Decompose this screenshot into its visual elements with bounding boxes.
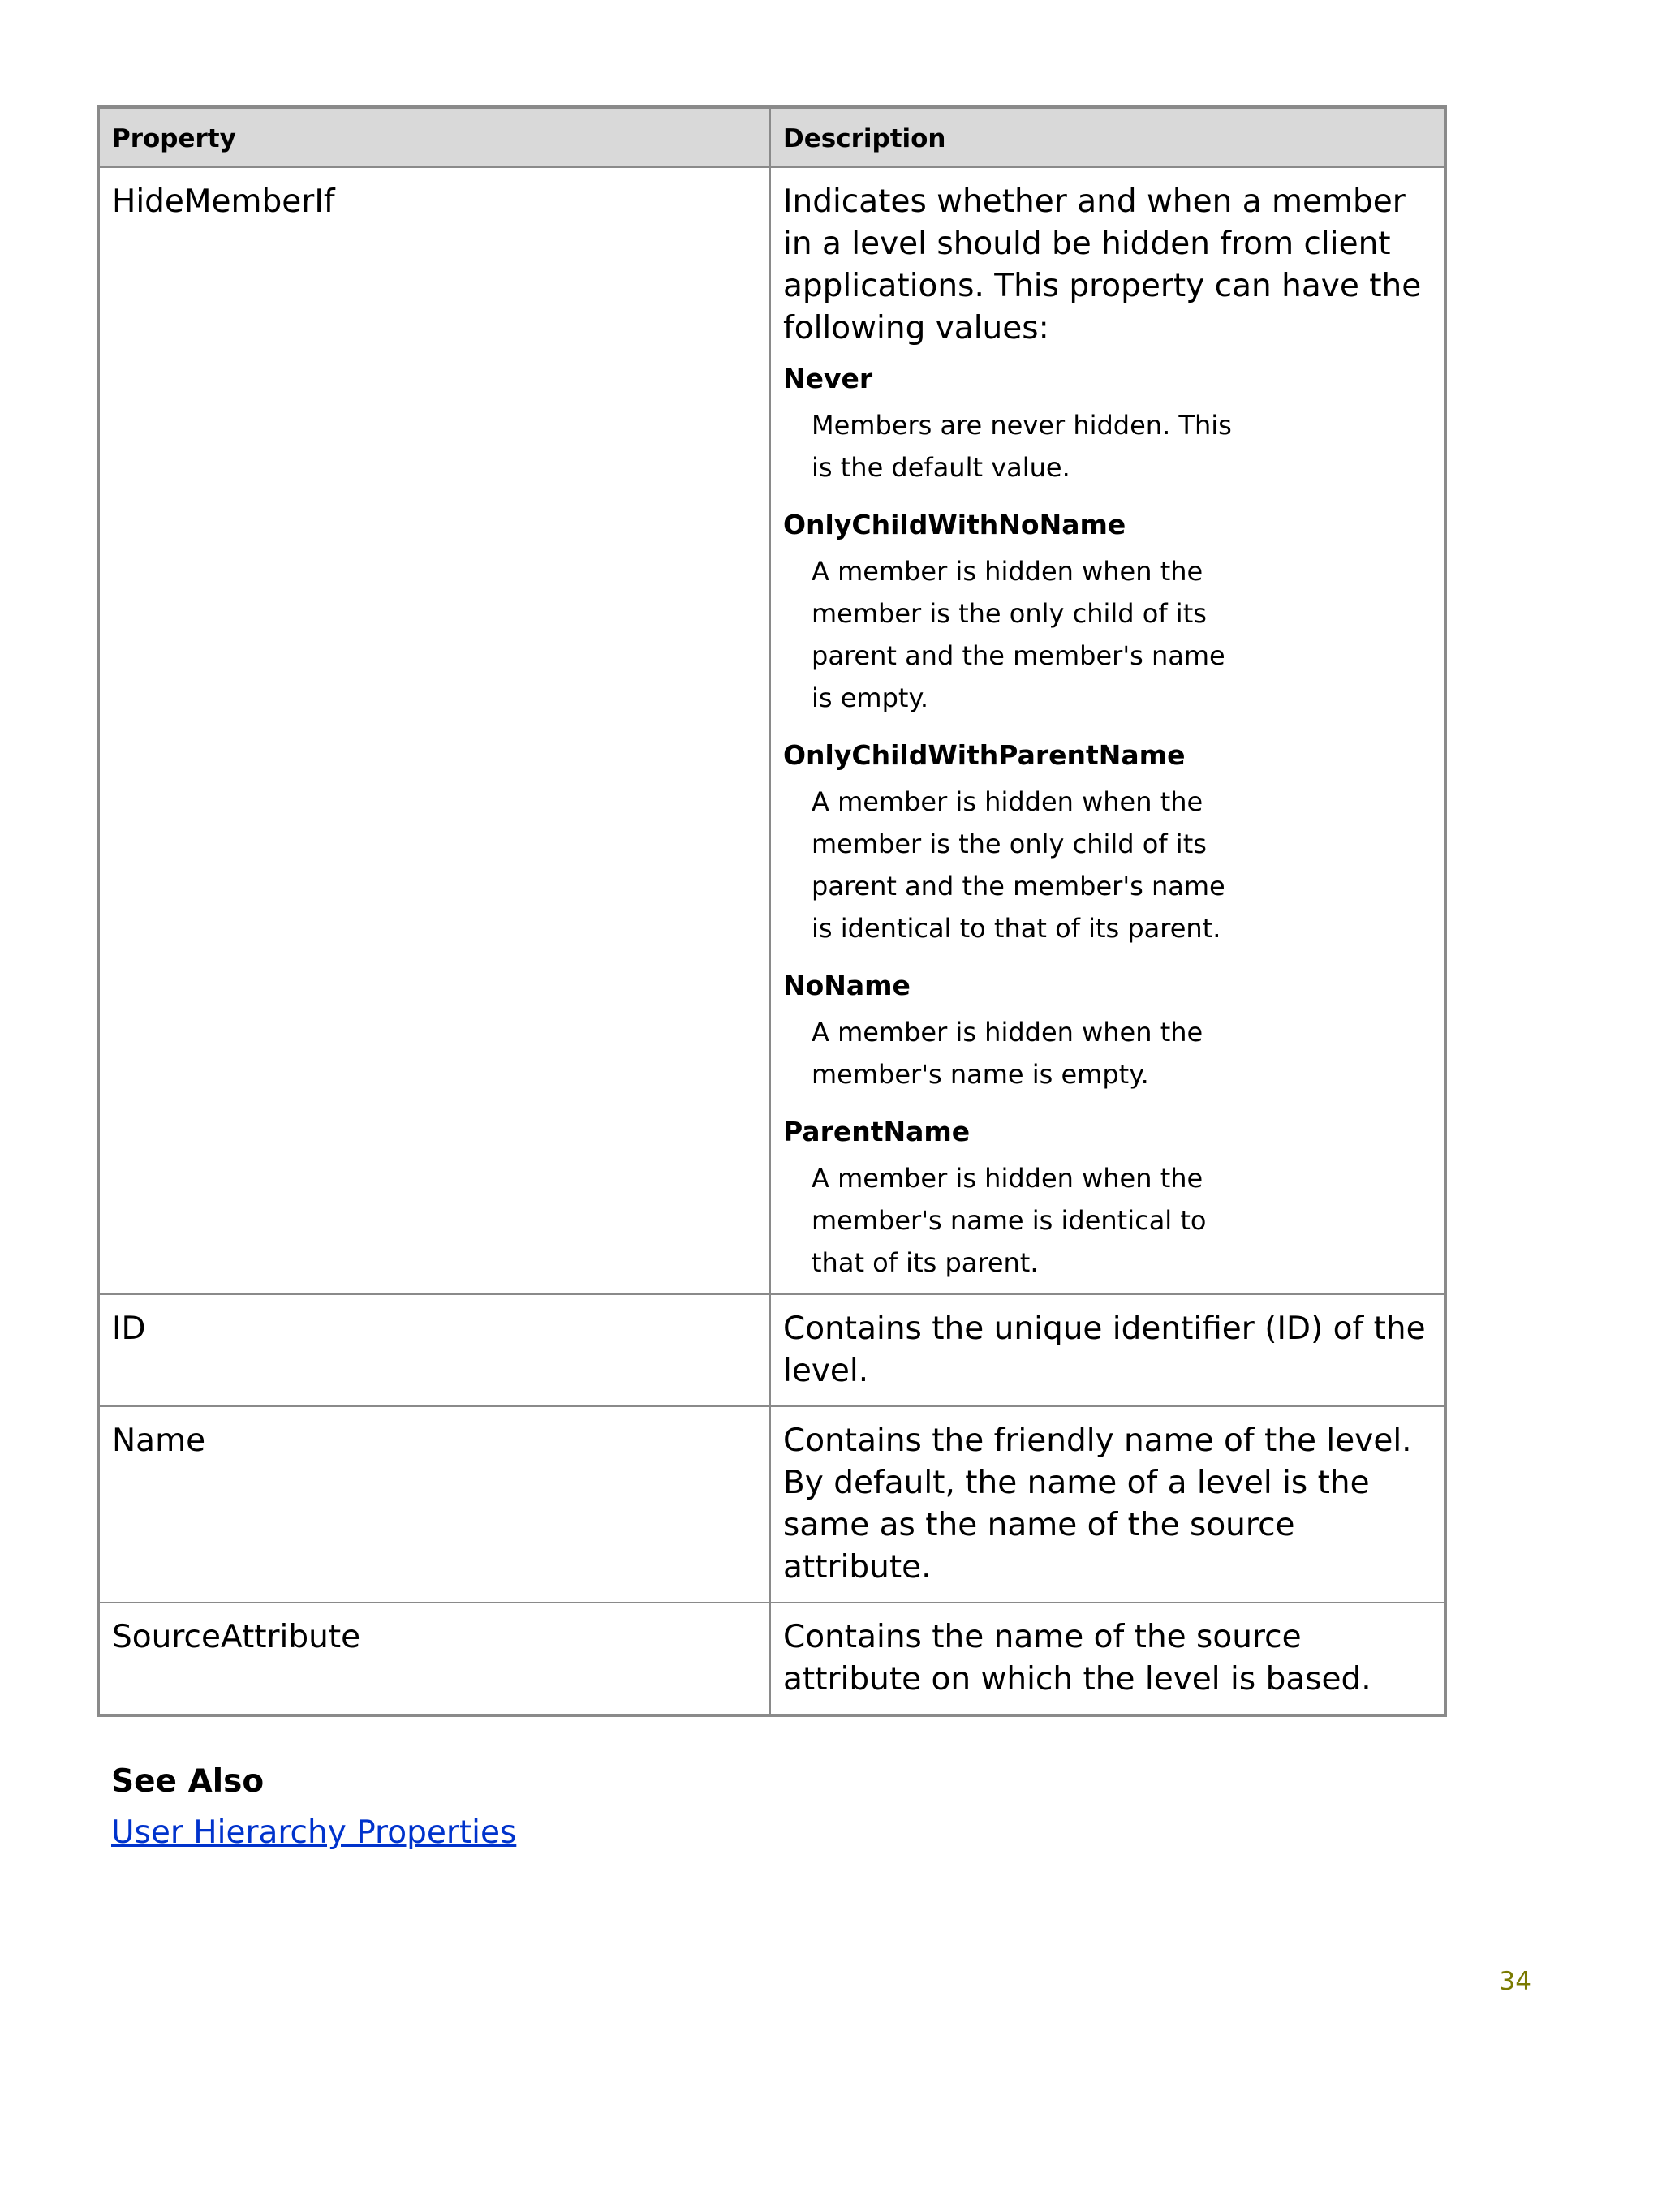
value-name: OnlyChildWithNoName — [783, 509, 1126, 540]
user-hierarchy-properties-link[interactable]: User Hierarchy Properties — [111, 1814, 517, 1851]
column-header-description: Description — [770, 107, 1445, 167]
property-description-cell: Contains the unique identifier (ID) of the level. — [770, 1294, 1445, 1406]
value-description: A member is hidden when the member's name is identical to that of its parent. — [812, 1163, 1207, 1278]
value-name: ParentName — [783, 1116, 971, 1147]
property-name-cell: HideMemberIf — [98, 167, 770, 1294]
value-name: OnlyChildWithParentName — [783, 739, 1186, 771]
property-name-cell: ID — [98, 1294, 770, 1406]
property-description-text: Indicates whether and when a member in a level should be hidden from client applications. This property can have the following values: — [783, 183, 1422, 346]
column-header-property: Property — [98, 107, 770, 167]
property-values-list — [783, 359, 1432, 1284]
value-description: A member is hidden when the member is the only child of its parent and the member's name is empty. — [812, 556, 1225, 713]
property-description-cell — [770, 167, 1445, 1294]
property-name-cell: SourceAttribute — [98, 1603, 770, 1715]
value-item-never — [783, 359, 1432, 488]
table-row — [98, 1603, 1445, 1715]
see-also-heading: See Also — [111, 1763, 265, 1800]
table-row — [98, 1406, 1445, 1603]
value-description: Members are never hidden. This is the default value. — [812, 410, 1232, 483]
property-name-cell: Name — [98, 1406, 770, 1603]
property-description-cell: Contains the name of the source attribute on which the level is based. — [770, 1603, 1445, 1715]
value-name: NoName — [783, 970, 911, 1001]
properties-table — [97, 105, 1447, 1717]
table-row — [98, 167, 1445, 1294]
value-name: Never — [783, 363, 873, 394]
value-description: A member is hidden when the member is the only child of its parent and the member's name is identical to that of its parent. — [812, 786, 1225, 944]
value-item-parent-name — [783, 1112, 1432, 1284]
value-item-no-name — [783, 966, 1432, 1095]
page-number: 34 — [1499, 1967, 1531, 1996]
table-row — [98, 1294, 1445, 1406]
value-description: A member is hidden when the member's name is empty. — [812, 1017, 1203, 1090]
value-item-only-child-with-parent-name — [783, 736, 1432, 949]
value-item-only-child-with-no-name — [783, 506, 1432, 719]
property-description-cell: Contains the friendly name of the level. By default, the name of a level is the same as the name of the source attribute. — [770, 1406, 1445, 1603]
table-header-row — [98, 107, 1445, 167]
